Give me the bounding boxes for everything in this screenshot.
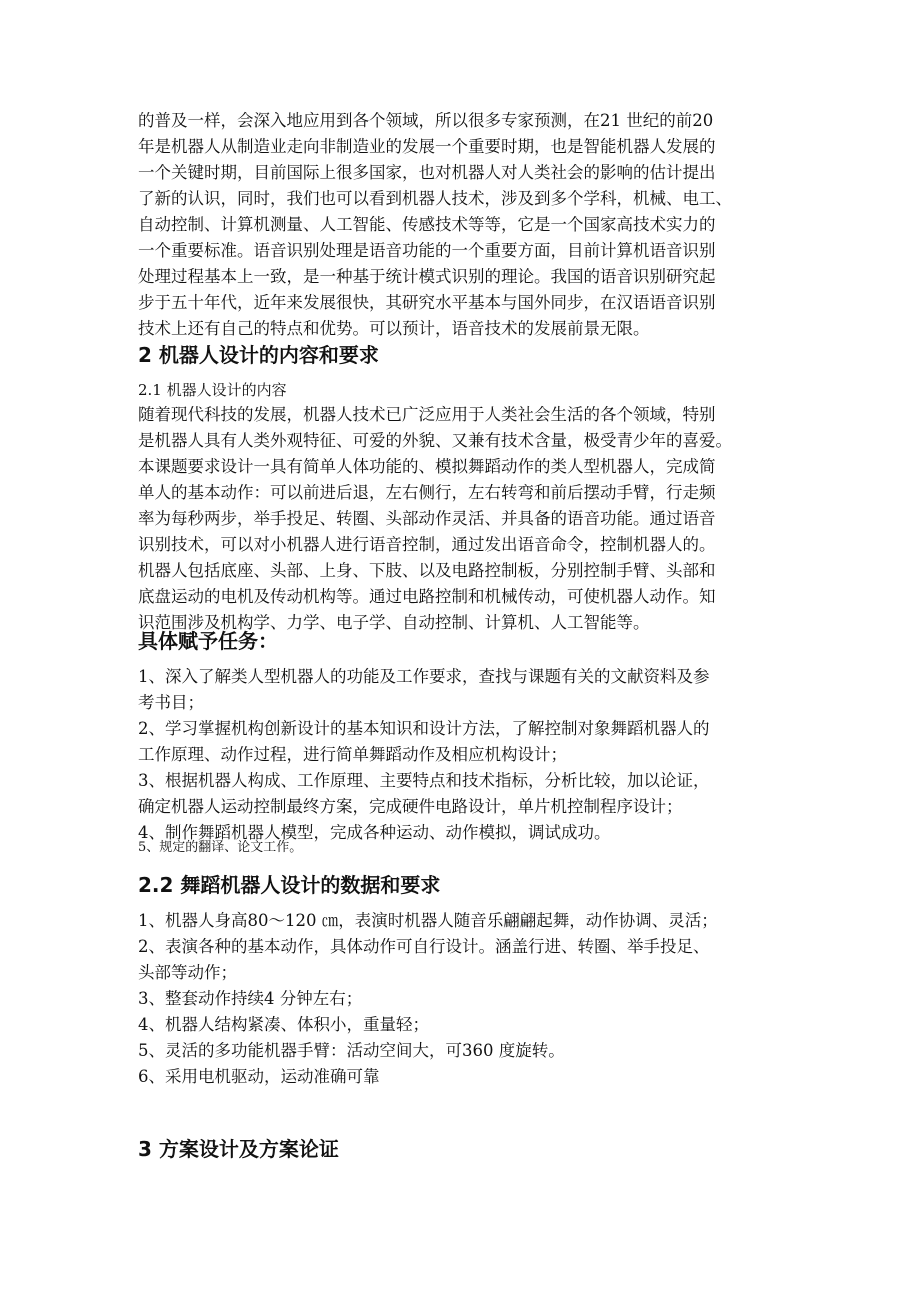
requirement-item: 2、表演各种的基本动作，具体动作可自行设计。涵盖行进、转圈、举手投足、 [138, 937, 710, 956]
requirement-item: 头部等动作； [138, 963, 237, 982]
section-2-line: 识别技术，可以对小机器人进行语音控制，通过发出语音命令，控制机器人的。 [138, 535, 716, 554]
intro-line: 一个重要标准。语音识别处理是语音功能的一个重要方面，目前计算机语音识别 [138, 241, 716, 260]
task-item: 3、根据机器人构成、工作原理、主要特点和技术指标，分析比较，加以论证， [138, 771, 710, 790]
task-item: 2、学习掌握机构创新设计的基本知识和设计方法，了解控制对象舞蹈机器人的 [138, 719, 710, 738]
task-item: 1、深入了解类人型机器人的功能及工作要求，查找与课题有关的文献资料及参 [138, 667, 710, 686]
task-item-continued: 确定机器人运动控制最终方案，完成硬件电路设计，单片机控制程序设计； [138, 797, 683, 816]
task-item-continued: 工作原理、动作过程，进行简单舞蹈动作及相应机构设计； [138, 745, 567, 764]
section-2-line: 单人的基本动作：可以前进后退，左右侧行，左右转弯和前后摆动手臂，行走频 [138, 483, 716, 502]
requirement-item: 4、机器人结构紧凑、体积小，重量轻； [138, 1015, 429, 1034]
section-2-line: 识范围涉及机构学、力学、电子学、自动控制、计算机、人工智能等。 [138, 613, 650, 632]
section-2-1-subheading: 2.1 机器人设计的内容 [138, 381, 287, 399]
task-item-last: 5、规定的翻译、论文工作。 [138, 840, 303, 855]
intro-line: 年是机器人从制造业走向非制造业的发展一个重要时期，也是智能机器人发展的 [138, 137, 716, 156]
section-2-2-list [138, 908, 718, 1090]
intro-line: 处理过程基本上一致，是一种基于统计模式识别的理论。我国的语音识别研究起 [138, 267, 716, 286]
section-3-heading: 3 方案设计及方案论证 [138, 1137, 339, 1161]
section-2-line: 本课题要求设计一具有简单人体功能的、模拟舞蹈动作的类人型机器人，完成简 [138, 457, 716, 476]
requirement-item: 3、整套动作持续4 分钟左右； [138, 989, 363, 1008]
intro-line: 了新的认识，同时，我们也可以看到机器人技术，涉及到多个学科，机械、电工、 [138, 189, 732, 208]
requirement-item: 1、机器人身高80～120 ㎝，表演时机器人随音乐翩翩起舞，动作协调、灵活； [138, 911, 718, 930]
section-2-line: 是机器人具有人类外观特征、可爱的外貌、又兼有技术含量，极受青少年的喜爱。 [138, 431, 732, 450]
requirement-item: 5、灵活的多功能机器手臂：活动空间大，可360 度旋转。 [138, 1041, 565, 1060]
section-2-heading: 2 机器人设计的内容和要求 [138, 343, 379, 367]
intro-paragraph [138, 108, 732, 342]
intro-line: 技术上还有自己的特点和优势。可以预计，语音技术的发展前景无限。 [138, 319, 650, 338]
requirement-item: 6、采用电机驱动，运动准确可靠 [138, 1067, 380, 1086]
task-item: 4、制作舞蹈机器人模型，完成各种运动、动作模拟，调试成功。 [138, 823, 611, 842]
section-2-paragraph [138, 402, 732, 636]
section-2-2-heading: 2.2 舞蹈机器人设计的数据和要求 [138, 873, 441, 897]
intro-line: 自动控制、计算机测量、人工智能、传感技术等等，它是一个国家高技术实力的 [138, 215, 716, 234]
section-2-line: 机器人包括底座、头部、上身、下肢、以及电路控制板，分别控制手臂、头部和 [138, 561, 716, 580]
tasks-heading: 具体赋予任务： [138, 629, 278, 653]
intro-line: 的普及一样，会深入地应用到各个领域，所以很多专家预测，在21 世纪的前20 [138, 111, 714, 130]
intro-line: 步于五十年代，近年来发展很快，其研究水平基本与国外同步，在汉语语音识别 [138, 293, 716, 312]
intro-line: 一个关键时期，目前国际上很多国家，也对机器人对人类社会的影响的估计提出 [138, 163, 716, 182]
section-2-line: 随着现代科技的发展，机器人技术已广泛应用于人类社会生活的各个领域，特别 [138, 405, 716, 424]
section-2-line: 率为每秒两步，举手投足、转圈、头部动作灵活、并具备的语音功能。通过语音 [138, 509, 716, 528]
section-2-line: 底盘运动的电机及传动机构等。通过电路控制和机械传动，可使机器人动作。知 [138, 587, 716, 606]
task-item-continued: 考书目； [138, 693, 204, 712]
tasks-list [138, 664, 710, 846]
